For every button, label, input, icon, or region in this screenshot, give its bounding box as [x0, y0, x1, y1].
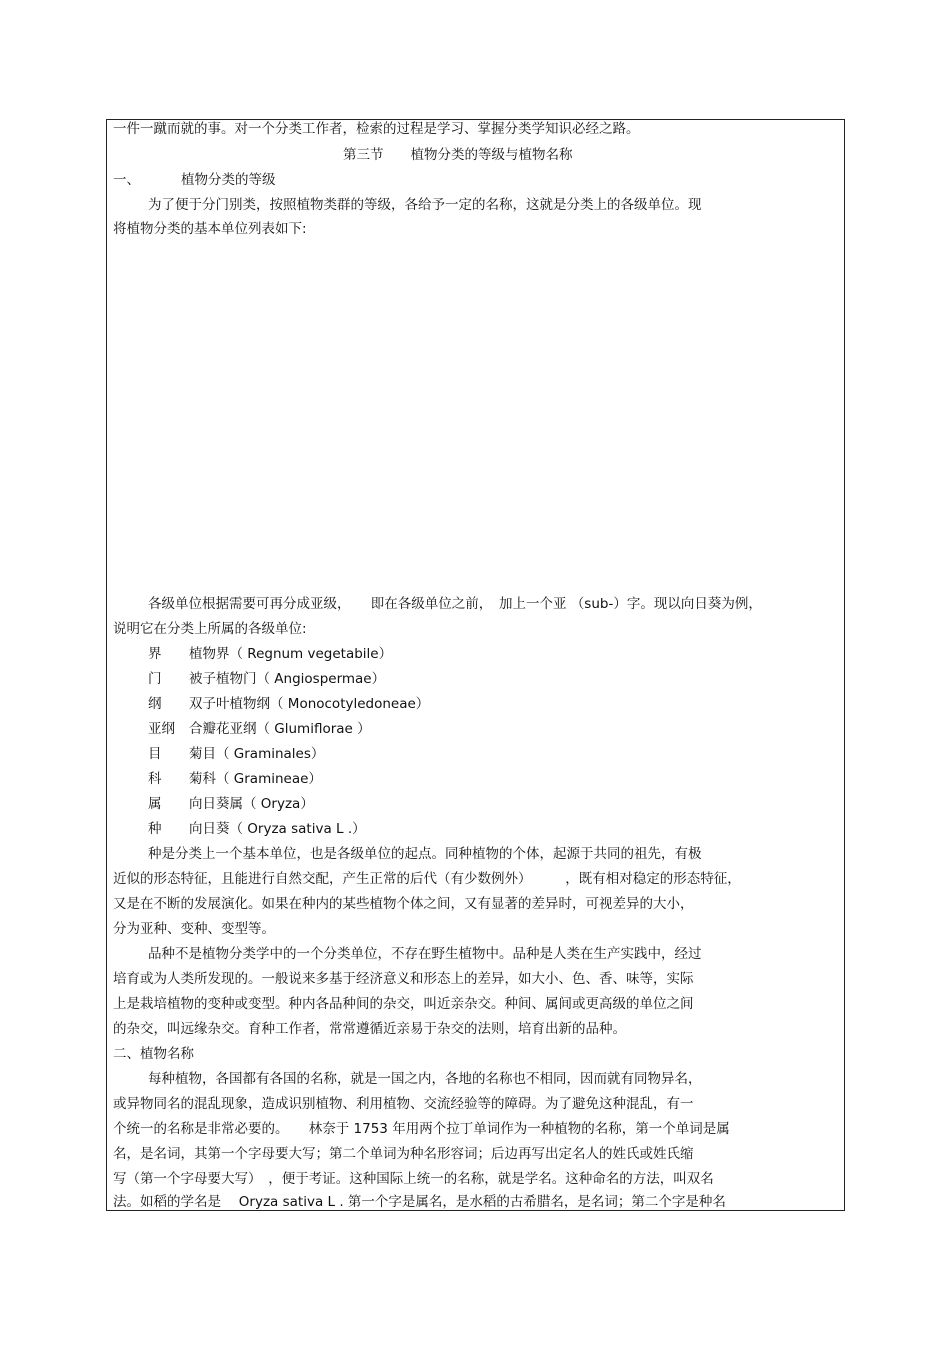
rank-name: 向日葵属（ Oryza）: [189, 796, 314, 812]
rank-label: 目: [148, 746, 162, 762]
para4-line: 培育或为人类所发现的。一般说来多基于经济意义和形态上的差异，如大小、色、香、味等，实际: [113, 971, 694, 987]
rank-name: 菊目（ Graminales）: [189, 746, 325, 762]
rank-name: 合瓣花亚纲（ Glumiflorae ）: [189, 721, 371, 737]
document-frame: [106, 119, 845, 1211]
rank-name: 植物界（ Regnum vegetabile）: [189, 646, 393, 662]
rank-label: 界: [148, 646, 162, 662]
para3-line: 分为亚种、变种、变型等。: [113, 921, 275, 937]
para3-line: 种是分类上一个基本单位，也是各级单位的起点。同种植物的个体，起源于共同的祖先，有极: [148, 846, 702, 862]
rank-label: 种: [148, 821, 162, 837]
rank-label: 科: [148, 771, 162, 787]
rank-name: 菊科（ Gramineae）: [189, 771, 322, 787]
para4-line: 上是栽培植物的变种或变型。种内各品种间的杂交，叫近亲杂交。种间、属间或更高级的单位之间: [113, 996, 694, 1012]
heading1-number: 一、: [113, 172, 140, 188]
para2-line: 各级单位根据需要可再分成亚级， 即在各级单位之前， 加上一个亚 （sub-）字。现以向日葵为例，: [148, 596, 762, 612]
heading2: 二、植物名称: [113, 1046, 194, 1062]
rank-label: 纲: [148, 696, 162, 712]
rank-label: 门: [148, 671, 162, 687]
para3-line: 近似的形态特征，且能进行自然交配，产生正常的后代（有少数例外） ，既有相对稳定的形态特征，: [113, 871, 741, 887]
para4-line: 品种不是植物分类学中的一个分类单位，不存在野生植物中。品种是人类在生产实践中，经过: [148, 946, 702, 962]
para5-line: 每种植物，各国都有各国的名称，就是一国之内，各地的名称也不相同，因而就有同物异名，: [148, 1071, 702, 1087]
para5-line: 法。如稻的学名是 Oryza sativa L . 第一个字是属名，是水稻的古希腊名，是名词；第二个字是种名: [113, 1194, 726, 1210]
rank-label: 属: [148, 796, 162, 812]
para5-line: 个统一的名称是非常必要的。 林奈于 1753 年用两个拉丁单词作为一种植物的名称，第一个单词是属: [113, 1121, 730, 1137]
section-title: 第三节 植物分类的等级与植物名称: [343, 147, 573, 163]
para5-line: 名，是名词，其第一个字母要大写；第二个单词为种名形容词；后边再写出定名人的姓氏或姓氏缩: [113, 1146, 694, 1162]
heading1-text: 植物分类的等级: [181, 172, 276, 188]
para2-line: 说明它在分类上所属的各级单位:: [113, 621, 307, 637]
para5-line: 写（第一个字母要大写） ，便于考证。这种国际上统一的名称，就是学名。这种命名的方法，叫双名: [113, 1171, 714, 1187]
rank-name: 双子叶植物纲（ Monocotyledoneae）: [189, 696, 430, 712]
para5-line: 或异物同名的混乱现象，造成识别植物、利用植物、交流经验等的障碍。为了避免这种混乱，有一: [113, 1096, 694, 1112]
para3-line: 又是在不断的发展演化。如果在种内的某些植物个体之间，又有显著的差异时，可视差异的大小，: [113, 896, 694, 912]
rank-name: 向日葵（ Oryza sativa L .）: [189, 821, 366, 837]
rank-name: 被子植物门（ Angiospermae）: [189, 671, 386, 687]
rank-label: 亚纲: [148, 721, 175, 737]
para4-line: 的杂交，叫远缘杂交。育种工作者，常常遵循近亲易于杂交的法则，培育出新的品种。: [113, 1021, 626, 1037]
para1-line: 将植物分类的基本单位列表如下:: [113, 221, 307, 237]
para1-line: 为了便于分门别类，按照植物类群的等级，各给予一定的名称，这就是分类上的各级单位。现: [148, 197, 702, 213]
intro-line: 一件一蹴而就的事。对一个分类工作者，检索的过程是学习、掌握分类学知识必经之路。: [113, 121, 640, 137]
